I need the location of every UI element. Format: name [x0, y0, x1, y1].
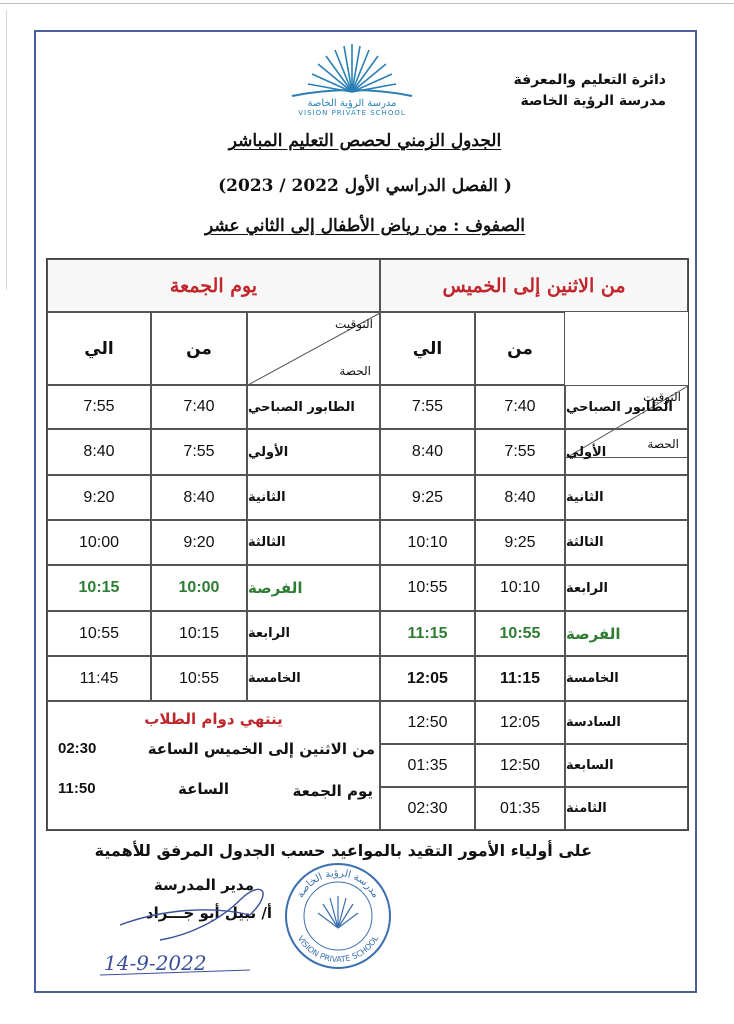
- friday-row-3-to: 9:20: [47, 475, 151, 520]
- weekdays-row-10-name: الثامنة: [565, 787, 688, 830]
- school-stamp: [282, 860, 394, 972]
- weekdays-row-2-to: 8:40: [380, 429, 475, 475]
- weekdays-break-from: 10:55: [475, 611, 565, 656]
- weekdays-row-1-name: الطابور الصباحي: [565, 385, 688, 429]
- weekdays-row-7-name: الخامسة: [565, 656, 688, 701]
- weekdays-row-2-from: 7:55: [475, 429, 565, 475]
- weekdays-row-8-from: 12:05: [475, 701, 565, 744]
- friday-row-1-name: الطابور الصباحي: [247, 385, 380, 429]
- weekdays-row-4-name: الثالثة: [565, 520, 688, 565]
- weekdays-row-1-to: 7:55: [380, 385, 475, 429]
- signature-date: 14-9-2022: [104, 951, 207, 975]
- school-logo: [252, 40, 452, 116]
- stamp-arabic-text: مدرسة الرؤية الخاصة: [295, 867, 381, 900]
- weekdays-row-10-from: 01:35: [475, 787, 565, 830]
- friday-row-4-to: 10:00: [47, 520, 151, 565]
- sunburst-logo-icon: [252, 40, 452, 116]
- friday-row-7-name: الخامسة: [247, 656, 380, 701]
- principal-title: مدير المدرسة: [153, 876, 254, 894]
- weekdays-row-1-from: 7:40: [475, 385, 565, 429]
- stamp-sunburst-icon: [318, 896, 358, 928]
- friday-header: يوم الجمعة: [47, 259, 380, 312]
- dismissal-title: ينتهي دوام الطلاب: [144, 710, 283, 728]
- school-name: مدرسة الرؤية الخاصة: [520, 93, 666, 109]
- friday-to-header: الي: [47, 312, 151, 385]
- friday-row-1-from: 7:40: [151, 385, 247, 429]
- friday-row-6-name: الرابعة: [247, 611, 380, 656]
- weekdays-row-7-from: 11:15: [475, 656, 565, 701]
- friday-break-to: 10:15: [47, 565, 151, 611]
- term-title: ( الفصل الدراسي الأول 2022 / 2023): [218, 176, 512, 196]
- weekdays-row-8-to: 12:50: [380, 701, 475, 744]
- friday-row-1-to: 7:55: [47, 385, 151, 429]
- friday-timing-label: التوقيت: [335, 317, 373, 331]
- friday-row-4-from: 9:20: [151, 520, 247, 565]
- friday-row-7-to: 11:45: [47, 656, 151, 701]
- scan-left-mark: [6, 10, 7, 290]
- dismissal-weekdays-time: 02:30: [58, 740, 97, 757]
- weekdays-from-header: من: [475, 312, 565, 385]
- schedule-table: [46, 258, 689, 831]
- friday-period-label: الحصة: [339, 364, 371, 378]
- weekdays-row-5-name: الرابعة: [565, 565, 688, 611]
- weekdays-row-4-to: 10:10: [380, 520, 475, 565]
- friday-row-3-name: الثانية: [247, 475, 380, 520]
- friday-from-header: من: [151, 312, 247, 385]
- friday-row-2-to: 8:40: [47, 429, 151, 475]
- dismissal-weekdays-label: من الاثنين إلى الخميس الساعة: [147, 740, 375, 758]
- friday-row-7-from: 10:55: [151, 656, 247, 701]
- weekdays-row-8-name: السادسة: [565, 701, 688, 744]
- friday-row-4-name: الثالثة: [247, 520, 380, 565]
- friday-row-6-from: 10:15: [151, 611, 247, 656]
- stamp-english-text: VISION PRIVATE SCHOOL: [295, 934, 381, 965]
- logo-arabic-text: مدرسة الرؤية الخاصة: [307, 98, 397, 109]
- weekdays-row-9-from: 12:50: [475, 744, 565, 787]
- weekdays-timing-label: التوقيت: [643, 390, 681, 404]
- weekdays-break-to: 11:15: [380, 611, 475, 656]
- weekdays-header: من الاثنين إلى الخميس: [380, 259, 688, 312]
- weekdays-row-4-from: 9:25: [475, 520, 565, 565]
- principal-signature: [100, 870, 290, 980]
- friday-row-3-from: 8:40: [151, 475, 247, 520]
- principal-name: أ/ نبيل أبو جـــراد: [145, 904, 272, 922]
- weekdays-row-9-name: السابعة: [565, 744, 688, 787]
- weekdays-period-label: الحصة: [647, 437, 679, 451]
- weekdays-to-header: الي: [380, 312, 475, 385]
- weekdays-row-5-from: 10:10: [475, 565, 565, 611]
- friday-period-header: [247, 312, 380, 385]
- scan-top-line: [0, 3, 734, 4]
- department-name: دائرة التعليم والمعرفة: [513, 72, 666, 88]
- friday-row-2-from: 7:55: [151, 429, 247, 475]
- dismissal-friday-time: 11:50: [58, 780, 96, 797]
- main-title: الجدول الزمني لحصص التعليم المباشر: [228, 131, 502, 151]
- parents-note: على أولياء الأمور التقيد بالمواعيد حسب الجدول المرفق للأهمية: [94, 841, 592, 860]
- weekdays-row-5-to: 10:55: [380, 565, 475, 611]
- weekdays-row-7-to: 12:05: [380, 656, 475, 701]
- weekdays-row-3-to: 9:25: [380, 475, 475, 520]
- weekdays-break-name: الفرصة: [565, 611, 688, 656]
- weekdays-row-3-name: الثانية: [565, 475, 688, 520]
- grades-title: الصفوف : من رياض الأطفال إلى الثاني عشر: [204, 216, 526, 236]
- friday-row-6-to: 10:55: [47, 611, 151, 656]
- dismissal-friday-hour-label: الساعة: [177, 780, 229, 798]
- friday-row-2-name: الأولي: [247, 429, 380, 475]
- weekdays-row-2-name: الأولي: [565, 429, 688, 475]
- dismissal-block: [47, 701, 380, 830]
- weekdays-row-9-to: 01:35: [380, 744, 475, 787]
- logo-english-text: VISION PRIVATE SCHOOL: [298, 109, 406, 116]
- weekdays-row-10-to: 02:30: [380, 787, 475, 830]
- friday-break-from: 10:00: [151, 565, 247, 611]
- dismissal-friday-label: يوم الجمعة: [292, 782, 373, 800]
- weekdays-row-3-from: 8:40: [475, 475, 565, 520]
- friday-break-name: الفرصة: [247, 565, 380, 611]
